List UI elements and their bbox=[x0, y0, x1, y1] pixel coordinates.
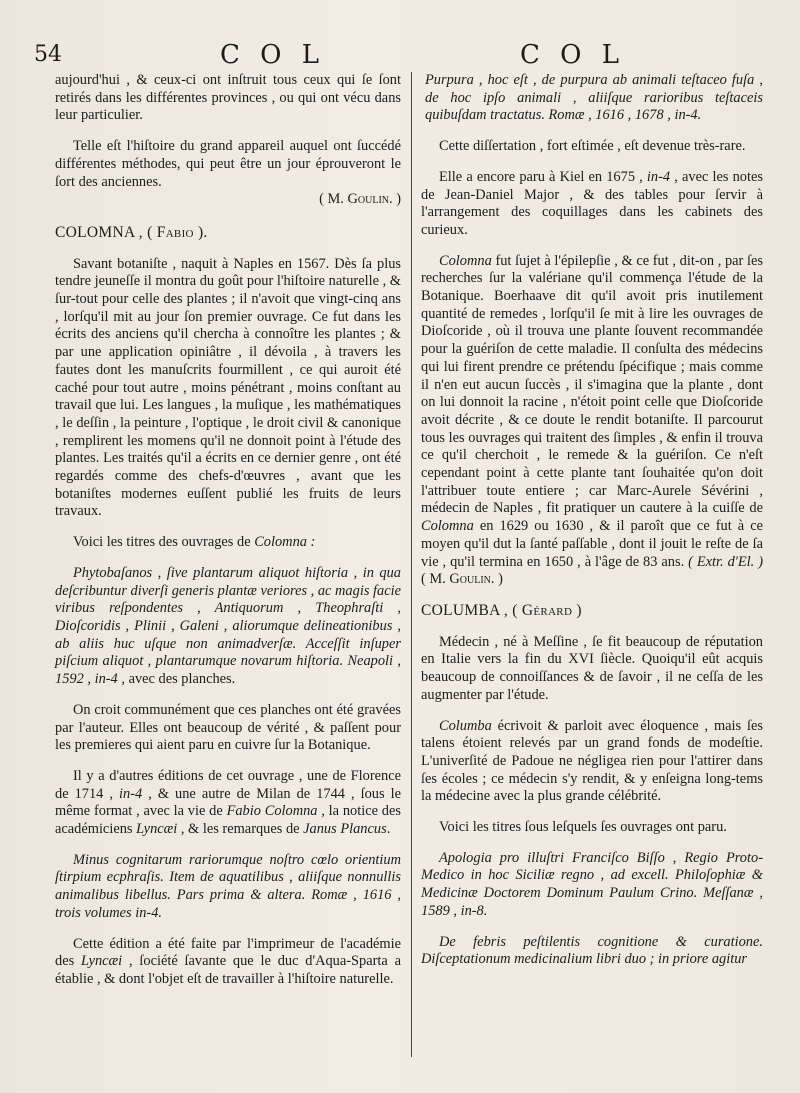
left-column bbox=[55, 72, 401, 1002]
kiel-edition bbox=[421, 169, 763, 240]
continuation-paragraph: aujourd'hui , & ceux-ci ont inſtruit tous ceux qui ſe ſont retirés dans les différentes provinces , ou qui ont vécu dans leur particulier. bbox=[55, 72, 401, 124]
editions-paragraph bbox=[55, 768, 401, 839]
epilepsy-paragraph bbox=[421, 253, 763, 589]
running-head-left: C O L bbox=[220, 40, 326, 70]
plates-note: On croit communément que ces planches ont été gravées par l'auteur. Elles ont beaucoup de vérité , & paſſent pour les premieres qui aient paru en cuivre ſur la Botanique. bbox=[55, 701, 401, 754]
eloquence-text: écrivoit & parloit avec éloquence , mais ſes talens étoient relevés par un grand fonds de modeſtie. L'univerſité de Padoue ne négligea rien pour l'attirer dans ſes écoles ; ce médecin s'y rendit, & y enſeigna long-tems la médecine avec la plus grande célébrité. bbox=[421, 717, 763, 805]
column-divider bbox=[411, 72, 412, 1057]
colomna-biography: Savant botaniſte , naquit à Naples en 1567. Dès ſa plus tendre jeuneſſe il montra du goût pour l'hiſtoire naturelle , & ſur-tout pour celle des plantes ; il n'avoit que vingt-cinq ans , lorſqu'il mit au jour ſon premier ouvrage. Ce fut dans les écrits des anciens qu'il chercha à connoître les plantes ; & par une application opiniâtre , il dévoila , à travers les fautes dont les manuſcrits fourmillent , ce qui auroit été caché pour tout autre , moins pénétrant , moins conſtant au travail que lui. Les langues , la muſique , les mathématiques , le deſſin , la peinture , l'optique , le droit civil & canonique , remplirent les momens qu'il ne donnoit point à l'étude des plantes. Les traités qu'il a écrits en ce dernier genre , ont été regardés comme des chefs-d'œuvres , avant que les botaniſtes modernes euſſent publié les fruits de leurs travaux. bbox=[55, 255, 401, 520]
epilepsy-name-2: Colomna bbox=[421, 518, 474, 535]
editions-text-3: , la notice des académiciens bbox=[55, 803, 401, 838]
page-number: 54 bbox=[34, 42, 62, 67]
kiel-text-1: Elle a encore paru à Kiel en 1675 , bbox=[439, 168, 647, 185]
entry-title-colomna: COLOMNA , ( Fabio ). bbox=[55, 223, 208, 241]
kiel-text-2: , avec les notes de Jean-Daniel Major , & des tables pour ſervir à l'arrangement des coquillages dans les cabinets des curieux. bbox=[421, 168, 763, 238]
works-intro-text: Voici les titres des ouvrages de bbox=[73, 534, 255, 551]
work-de-febris: De febris peſtilentis cognitione & curatione. Diſceptationum medicinalium libri duo ; in priore agitur bbox=[421, 933, 763, 968]
work-purpura: Purpura , hoc eſt , de purpura ab animali teſtaceo fuſa , de hoc ipſo animali , aliiſque rarioribus teſtaceis quibuſdam tractatus. Romæ , 1616 , 1678 , in-4. bbox=[425, 72, 763, 124]
rarity-note: Cette diſſertation , fort eſtimée , eſt devenue très-rare. bbox=[439, 138, 746, 155]
kiel-format: in-4 bbox=[646, 168, 671, 185]
epilepsy-name: Colomna bbox=[439, 252, 492, 269]
editions-format: in-4 bbox=[119, 785, 143, 802]
editions-name-plancus: Janus Plancus bbox=[303, 821, 387, 838]
running-header bbox=[0, 38, 800, 72]
columba-biography: Médecin , né à Meſſine , ſe fit beaucoup de réputation en Italie vers la fin du XVI ſiècle. Quoiqu'il eût acquis beaucoup de connoiſſances & de ſavoir , il ne ceſſa de les augmenter par l'étude. bbox=[421, 633, 763, 703]
work-apologia: Apologia pro illuſtri Franciſco Biſſo , Regio Proto-Medico in hoc Siciliæ regno , ad excell. Philoſophiæ & Medicinæ Doctorem Dominum Paulum Crino. Meſſanæ , 1589 , in-8. bbox=[421, 849, 763, 919]
editions-text-5: . bbox=[386, 821, 391, 838]
works-intro bbox=[55, 534, 401, 552]
epilepsy-signature: ( M. Goulin. ) bbox=[421, 571, 503, 588]
closing-signature: ( M. Goulin. ) bbox=[319, 191, 401, 208]
academy-name: Lyncæi bbox=[81, 953, 123, 970]
entry-title-columba: COLUMBA , ( Gérard ) bbox=[421, 601, 582, 619]
epilepsy-text: fut ſujet à l'épilepſie , & ce fut , dit-on , par ſes recherches ſur la valériane qu'il commença l'étude de la Botanique. Boerhaave dit qu'il avoit pris inutilement quantité de remedes , lorſqu'il ſe mit à lire les ouvrages de Dioſcoride , où il trouva une plante ſouvent recommandée pour la guériſon de cette maladie. Il conſulta des médecins qui lui firent prendre ce prétendu ſpécifique ; mais comme il n'en eut aucun ſuccès , il s'imagina que la plante , dont on lui donnoit la racine , n'étoit point celle que Dioſcoride avoit décrite , & ce doute le rendit botaniſte. Il parcourut tous les ouvrages qui traitent des ſimples , & enfin il trouva ce qu'il cherchoit , le remede & la guériſon. Ce n'eſt cependant point à cette plante tant ſouhaitée qu'on doit l'attribuer toute entiere ; car Marc-Aurele Sévérini , médecin de Naples , fit pratiquer un cautere à la cuiſſe de bbox=[421, 252, 763, 517]
academy-paragraph bbox=[55, 936, 401, 989]
work-phytobasanos-tail: avec des planches. bbox=[128, 671, 236, 688]
columba-works-intro: Voici les titres ſous leſquels ſes ouvrages ont paru. bbox=[439, 819, 727, 836]
epilepsy-text-2: en 1629 ou 1630 , & il paroît que ce fut à ce moyen qu'il dut la ſanté paſſable , dont il jouit le reſte de ſa vie , qu'il termina en 1650 , à l'âge de 83 ans. bbox=[421, 518, 763, 570]
work-phytobasanos bbox=[55, 565, 401, 689]
editions-name-fabio: Fabio Colomna bbox=[226, 803, 318, 820]
editions-text-4: , & les remarques de bbox=[177, 821, 304, 838]
editions-text-1: Il y a d'autres éditions de cet ouvrage , une de Florence de 1714 , bbox=[55, 767, 401, 802]
eloquence-name: Columba bbox=[439, 717, 492, 734]
work-phytobasanos-title: Phytobaſanos , ſive plantarum aliquot hiſtoria , in qua deſcribuntur diverſi generis plantæ veriores , ac magis facie viribus reſpondentes , Antiquorum , Theophraſti , Dioſcoridis , Plinii , Galeni , aliorumque delineationibus , ab aliis huc uſque non animadverſæ. Acceſſit inſuper piſcium aliquot , plantarumque novarum hiſtoria. Neapoli , 1592 , in-4 , bbox=[55, 564, 401, 688]
extract-reference: ( Extr. d'El. ) bbox=[688, 553, 763, 570]
work-minus-cognitarum: Minus cognitarum rariorumque noſtro cœlo orientium ſtirpium ecphraſis. Item de aquatilibus , aliiſque nonnullis animalibus libellus. Pars prima & altera. Romæ , 1616 , trois volumes in-4. bbox=[55, 851, 401, 921]
academy-text-1: Cette édition a été faite par l'imprimeur de l'académie des bbox=[55, 935, 401, 970]
eloquence-paragraph bbox=[421, 718, 763, 807]
works-intro-name: Colomna : bbox=[254, 534, 316, 551]
closing-paragraph: Telle eſt l'hiſtoire du grand appareil auquel ont ſuccédé différentes méthodes, qui peut être un jour éprouveront le ſort des anciennes. bbox=[55, 138, 401, 190]
editions-text-2: , & une autre de Milan de 1744 , ſous le même format , avec la vie de bbox=[55, 785, 401, 820]
running-head-right: C O L bbox=[520, 40, 626, 70]
academy-text-2: , ſociété ſavante que le duc d'Aqua-Sparta a établie , & dont l'objet eſt de travailler à l'hiſtoire naturelle. bbox=[55, 953, 402, 987]
editions-name-lyncaei: Lyncæi bbox=[136, 821, 178, 838]
right-column bbox=[421, 72, 763, 982]
